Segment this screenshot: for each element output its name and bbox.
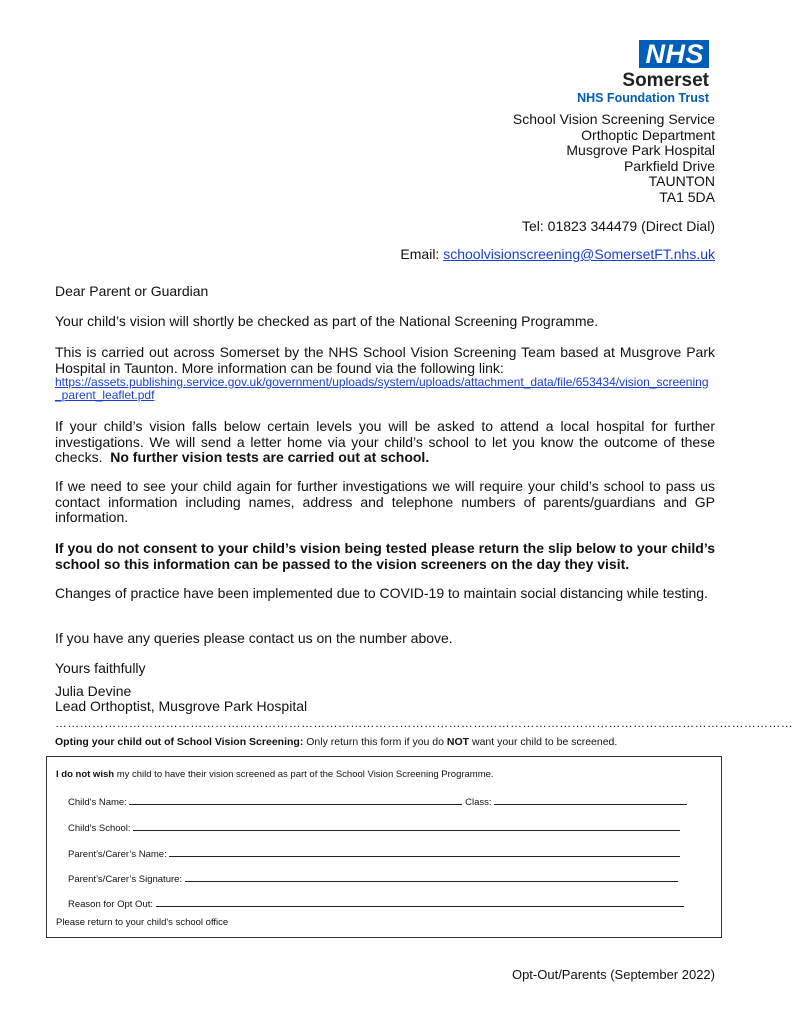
nhs-logo-mark: NHS bbox=[639, 40, 709, 68]
address-line: Parkfield Drive bbox=[623, 157, 715, 174]
parent-signature-field[interactable] bbox=[185, 872, 678, 882]
address-line: School Vision Screening Service bbox=[512, 111, 715, 127]
form-intro bbox=[56, 769, 494, 780]
class-field[interactable] bbox=[494, 795, 687, 805]
telephone: Tel: 01823 344479 (Direct Dial) bbox=[522, 218, 715, 234]
child-school-label: Child's School: bbox=[68, 823, 131, 834]
reason-label: Reason for Opt Out: bbox=[68, 899, 154, 910]
return-note: Please return to your child's school office bbox=[56, 917, 229, 928]
parent-name-field[interactable] bbox=[169, 847, 680, 857]
salutation: Dear Parent or Guardian bbox=[55, 283, 209, 299]
leaflet-link[interactable]: https://assets.publishing.service.gov.uk/government/uploads/system/uploads/attachment_data/file/653434/vision_screening_parent_leaflet.pdf bbox=[55, 375, 709, 402]
child-name-field[interactable] bbox=[129, 795, 462, 805]
paragraph-further-tests bbox=[55, 419, 715, 466]
closing: Yours faithfully bbox=[55, 660, 146, 676]
optout-heading-text: Only return this form if you do bbox=[303, 736, 447, 748]
paragraph-programme-text: This is carried out across Somerset by the NHS School Vision Screening Team based at Musgrove Park Hospital in Taunton. More information can be found via the following link: bbox=[55, 344, 715, 376]
paragraph-further-tests-text: If your child’s vision falls below certain levels you will be asked to attend a local hospital for further investigations. We will send a letter home via your child’s school to let you know the outcome of these checks. bbox=[55, 418, 715, 465]
paragraph-contact-info: If we need to see your child again for further investigations we will require your child’s school to pass us contact information including names, address and telephone numbers of parents/guardians and GP information. bbox=[55, 478, 715, 525]
signature-title: Lead Orthoptist, Musgrove Park Hospital bbox=[55, 698, 308, 714]
optout-heading-text-end: want your child to be screened. bbox=[469, 736, 618, 748]
no-further-tests-note: No further vision tests are carried out at school. bbox=[110, 449, 430, 465]
parent-name-label: Parent’s/Carer’s Name: bbox=[68, 849, 167, 860]
class-label: Class: bbox=[465, 797, 492, 808]
org-name: Somerset bbox=[622, 70, 709, 91]
email-link[interactable]: schoolvisionscreening@SomersetFT.nhs.uk bbox=[443, 246, 715, 262]
parent-name-row bbox=[68, 847, 680, 860]
optout-form bbox=[46, 756, 722, 938]
nhs-somerset-logo bbox=[549, 40, 709, 105]
child-school-row bbox=[68, 821, 680, 834]
address-line: TA1 5DA bbox=[659, 188, 715, 205]
paragraph-consent: If you do not consent to your child’s vision being tested please return the slip below to your child’s school so this information can be passed to the vision screeners on the day they visit. bbox=[55, 540, 715, 572]
email-label: Email: bbox=[400, 246, 444, 262]
cut-line: ……………………………………………………………………………………………………………………………………………………………… bbox=[55, 716, 793, 730]
footer-reference: Opt-Out/Parents (September 2022) bbox=[511, 967, 715, 982]
paragraph-programme bbox=[55, 345, 715, 402]
optout-heading bbox=[55, 736, 617, 748]
optout-heading-not: NOT bbox=[446, 736, 470, 748]
address-line: Orthoptic Department bbox=[581, 126, 715, 143]
optout-heading-title: Opting your child out of School Vision Screening: bbox=[55, 736, 304, 748]
reason-row bbox=[68, 897, 684, 910]
parent-signature-row bbox=[68, 872, 678, 885]
email-line bbox=[400, 246, 715, 262]
address-line: Musgrove Park Hospital bbox=[566, 142, 715, 158]
signature-name: Julia Devine bbox=[55, 683, 132, 699]
parent-signature-label: Parent’s/Carer’s Signature: bbox=[68, 874, 183, 885]
child-name-label: Child's Name: bbox=[68, 797, 127, 808]
paragraph-covid: Changes of practice have been implemented due to COVID-19 to maintain social distancing while testing. bbox=[55, 585, 708, 601]
child-name-row bbox=[68, 795, 687, 808]
address-line: TAUNTON bbox=[648, 173, 715, 189]
paragraph-intro: Your child’s vision will shortly be checked as part of the National Screening Programme. bbox=[55, 313, 599, 329]
org-subtitle: NHS Foundation Trust bbox=[577, 91, 709, 105]
address-block bbox=[513, 112, 715, 205]
reason-field[interactable] bbox=[156, 897, 684, 907]
paragraph-queries: If you have any queries please contact us on the number above. bbox=[55, 630, 453, 646]
form-intro-bold: I do not wish bbox=[56, 769, 115, 780]
child-school-field[interactable] bbox=[133, 821, 680, 831]
form-intro-text: my child to have their vision screened as part of the School Vision Screening Programme. bbox=[114, 769, 494, 780]
